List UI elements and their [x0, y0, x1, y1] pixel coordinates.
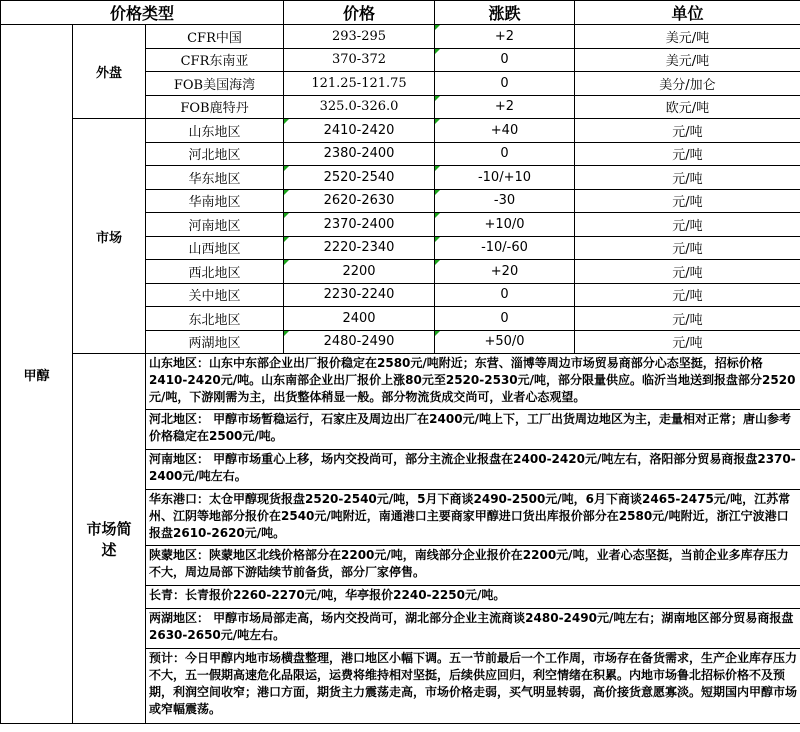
row-name: CFR东南亚: [146, 48, 284, 72]
summary-paragraph: 两湖地区： 甲醇市场局部走高，场内交投尚可，湖北部分企业主流商谈2480-2490元/吨左右；湖南地区部分贸易商报盘2630-2650元/吨左右。: [146, 609, 800, 649]
row-unit: 元/吨: [575, 213, 800, 237]
row-price: 2620-2630: [284, 189, 435, 213]
row-change: -10/+10: [435, 166, 575, 190]
row-name: 两湖地区: [146, 330, 284, 354]
product-name: 甲醇: [1, 25, 73, 724]
header-price-type: 价格类型: [1, 1, 284, 25]
row-price: 2410-2420: [284, 119, 435, 143]
row-price: 2380-2400: [284, 142, 435, 166]
summary-row: [1, 354, 800, 410]
row-change: 0: [435, 72, 575, 96]
row-change: +2: [435, 25, 575, 49]
row-name: 西北地区: [146, 260, 284, 284]
row-unit: 元/吨: [575, 119, 800, 143]
summary-paragraph: 陕蒙地区：陕蒙地区北线价格部分在2200元/吨，南线部分企业报价在2200元/吨，业者心态坚挺，当前企业多库存压力不大，周边局部下游陆续节前备货，部分厂家停售。: [146, 546, 800, 586]
row-change: +10/0: [435, 213, 575, 237]
row-name: 华南地区: [146, 189, 284, 213]
summary-paragraph: 山东地区：山东中东部企业出厂报价稳定在2580元/吨附近；东营、淄博等周边市场贸易商部分心态坚挺，招标价格2410-2420元/吨。山东南部企业出厂报价上涨80元至2520-2530元/吨，部分限量供应。临沂当地送到报盘部分2520元/吨，下游刚需为主，出货整体稍显一般。部分物流货成交尚可，业者心态观望。: [146, 354, 800, 410]
row-name: CFR中国: [146, 25, 284, 49]
row-unit: 美分/加仑: [575, 72, 800, 96]
summary-paragraph: 河南地区： 甲醇市场重心上移，场内交投尚可，部分主流企业报盘在2400-2420元/吨左右，洛阳部分贸易商报盘2370-2400元/吨左右。: [146, 450, 800, 490]
row-name: 河北地区: [146, 142, 284, 166]
summary-paragraph: 华东港口：太仓甲醇现货报盘2520-2540元/吨，5月下商谈2490-2500元/吨，6月下商谈2465-2475元/吨，江苏常州、江阴等地部分报价在2540元/吨附近，南通港口主要商家甲醇进口货出库报价部分在2580元/吨附近，浙江宁波港口报盘2610-2620元/吨。: [146, 490, 800, 546]
row-name: 河南地区: [146, 213, 284, 237]
row-unit: 元/吨: [575, 330, 800, 354]
summary-paragraph: 长青：长青报价2260-2270元/吨，华亭报价2240-2250元/吨。: [146, 586, 800, 609]
row-unit: 元/吨: [575, 260, 800, 284]
row-name: 东北地区: [146, 307, 284, 331]
row-change: 0: [435, 283, 575, 307]
row-name: 山西地区: [146, 236, 284, 260]
row-change: -10/-60: [435, 236, 575, 260]
row-unit: 元/吨: [575, 166, 800, 190]
header-change: 涨跌: [435, 1, 575, 25]
summary-label: 市场简述: [73, 354, 146, 724]
row-name: FOB美国海湾: [146, 72, 284, 96]
row-name: 山东地区: [146, 119, 284, 143]
row-price: 293-295: [284, 25, 435, 49]
row-unit: 美元/吨: [575, 48, 800, 72]
row-unit: 元/吨: [575, 142, 800, 166]
row-change: 0: [435, 142, 575, 166]
row-name: FOB鹿特丹: [146, 95, 284, 119]
row-price: 2480-2490: [284, 330, 435, 354]
table-row: [1, 119, 800, 143]
row-change: 0: [435, 307, 575, 331]
row-change: +40: [435, 119, 575, 143]
outer-market-label: 外盘: [73, 25, 146, 119]
row-price: 2230-2240: [284, 283, 435, 307]
row-change: 0: [435, 48, 575, 72]
row-change: +50/0: [435, 330, 575, 354]
header-row: [1, 1, 800, 25]
row-unit: 元/吨: [575, 307, 800, 331]
header-price: 价格: [284, 1, 435, 25]
row-price: 121.25-121.75: [284, 72, 435, 96]
summary-paragraph: 河北地区： 甲醇市场暂稳运行，石家庄及周边出厂在2400元/吨上下，工厂出货周边地区为主，走量相对正常；唐山参考价格稳定在2500元/吨。: [146, 410, 800, 450]
row-unit: 美元/吨: [575, 25, 800, 49]
forecast-paragraph: 预计：今日甲醇内地市场横盘整理，港口地区小幅下调。五一节前最后一个工作周，市场存在备货需求，生产企业库存压力不大，五一假期高速危化品限运，运费将维持相对坚挺，后续供应回归，利空情绪在积累。内地市场鲁北招标价格不及预期，利润空间收窄；港口方面，期货主力震荡走高，市场价格走弱，买气明显转弱，高价接货意愿寡淡。短期国内甲醇市场或窄幅震荡。: [146, 649, 800, 724]
row-price: 2220-2340: [284, 236, 435, 260]
row-change: +20: [435, 260, 575, 284]
row-unit: 欧元/吨: [575, 95, 800, 119]
row-change: -30: [435, 189, 575, 213]
row-price: 2400: [284, 307, 435, 331]
row-unit: 元/吨: [575, 283, 800, 307]
row-price: 2200: [284, 260, 435, 284]
header-unit: 单位: [575, 1, 800, 25]
row-name: 华东地区: [146, 166, 284, 190]
market-label: 市场: [73, 119, 146, 354]
row-unit: 元/吨: [575, 236, 800, 260]
table-row: [1, 25, 800, 49]
row-price: 2520-2540: [284, 166, 435, 190]
row-unit: 元/吨: [575, 189, 800, 213]
row-price: 2370-2400: [284, 213, 435, 237]
row-price: 325.0-326.0: [284, 95, 435, 119]
row-change: +2: [435, 95, 575, 119]
row-price: 370-372: [284, 48, 435, 72]
row-name: 关中地区: [146, 283, 284, 307]
